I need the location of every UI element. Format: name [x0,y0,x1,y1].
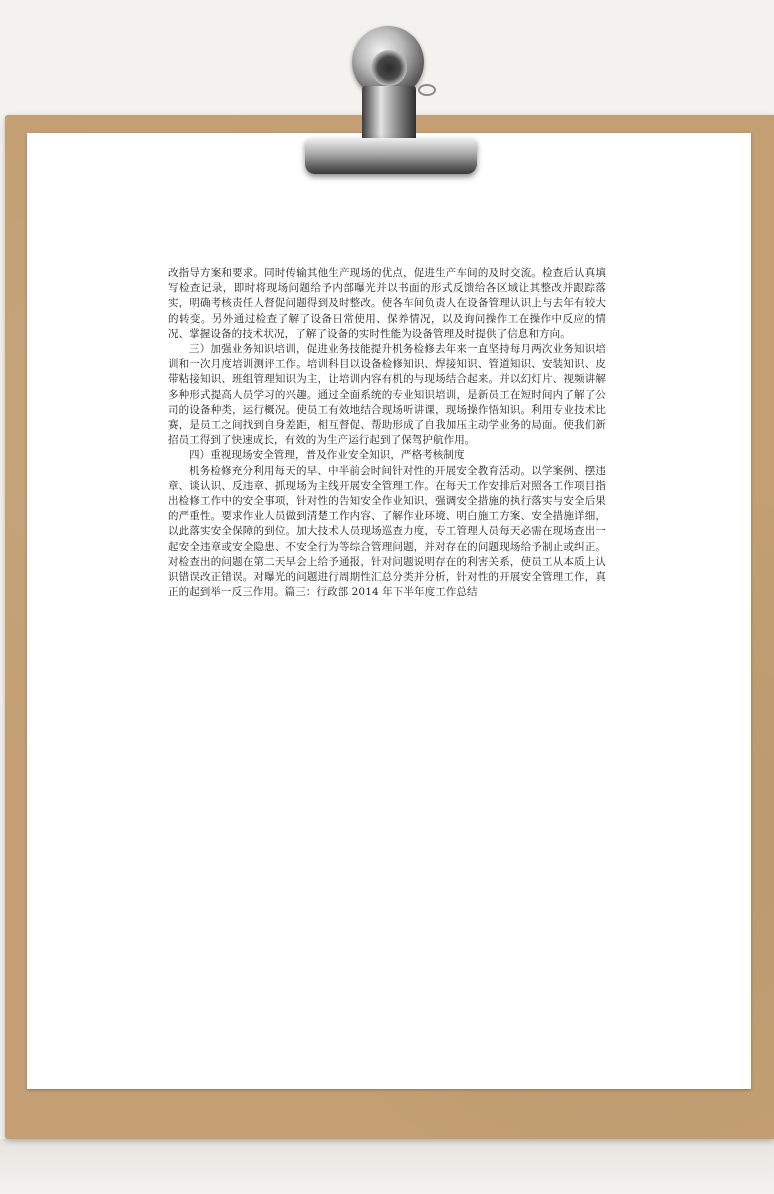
clip-base [305,138,477,174]
clip-neck [362,86,416,142]
paragraph-3-heading: 四）重视现场安全管理，普及作业安全知识，严格考核制度 [189,449,465,462]
paragraph-2: 三）加强业务知识培训，促进业务技能提升机务检修去年来一直坚持每月两次业务知识培训和一次月度培训测评工作。培训科目以设备检修知识、焊接知识、管道知识、安装知识、皮带粘接知识、班组管理知识为主，让培训内容有机的与现场结合起来。并以幻灯片、视频讲解多种形式提高人员学习的兴趣。通过全面系统的专业知识培训，是新员工在短时间内了解了公司的设备种类，运行概况。使员工有效地结合现场听讲课，现场操作悟知识。利用专业技术比赛，是员工之间找到自身差距，相互督促、帮助形成了自我加压主动学业务的局面。使我们新招员工得到了快速成长，有效的为生产运行起到了保驾护航作用。 [168,343,606,447]
document-body [168,266,606,600]
paragraph-4: 机务检修充分利用每天的早、中半前会时间针对性的开展安全教育活动。以学案例、摆违章、谈认识、反违章、抓现场为主线开展安全管理工作。在每天工作安排后对照各工作项目指出检修工作中的安全事项，针对性的告知安全作业知识，强调安全措施的执行落实与安全后果的严重性。要求作业人员做到清楚工作内容、了解作业环境、明白施工方案、安全措施详细，以此落实安全保障的到位。加大技术人员现场巡查力度，专工管理人员每天必需在现场查出一起安全违章或安全隐患、不安全行为等综合管理问题，并对存在的问题现场给予制止或纠正。对检查出的问题在第二天早会上给予通报，针对问题说明存在的利害关系，使员工从本质上认识错误改正错误。对曝光的问题进行周期性汇总分类并分析，针对性的开展安全管理工作，真正的起到举一反三作用。篇三：行政部 2014 年下半年度工作总结 [168,464,606,599]
board-shadow [0,1139,774,1194]
paragraph-1: 改指导方案和要求。同时传输其他生产现场的优点，促进生产车间的及时交流。检查后认真填写检查记录，即时将现场问题给予内部曝光并以书面的形式反馈给各区域让其整改并跟踪落实，明确考核责任人督促问题得到及时整改。使各车间负责人在设备管理认识上与去年有较大的转变。另外通过检查了解了设备日常使用、保养情况，以及询问操作工在操作中反应的情况、掌握设备的技术状况，了解了设备的实时性能为设备管理及时提供了信息和方向。 [168,267,606,340]
clip-hole [371,50,407,86]
clip-hinge-icon [418,84,436,96]
